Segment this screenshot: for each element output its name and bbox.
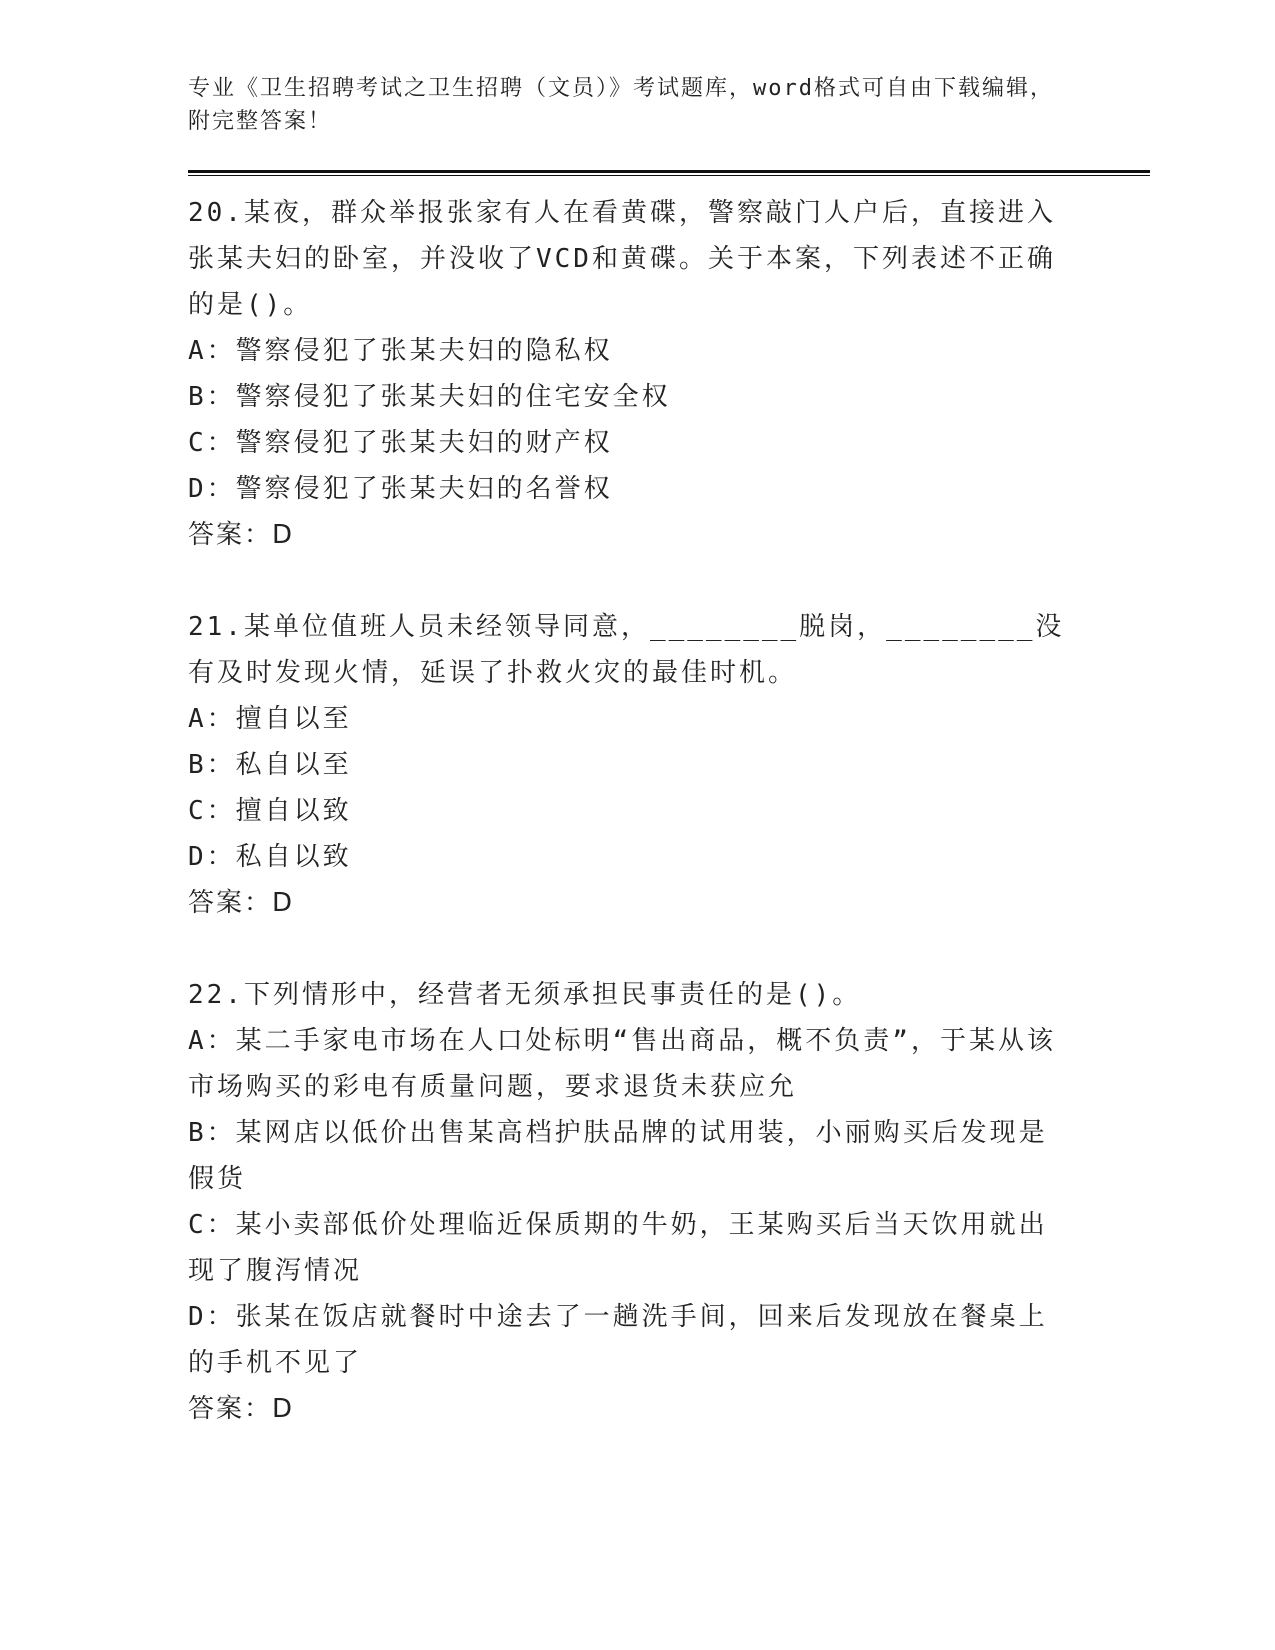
option-c: C：某小卖部低价处理临近保质期的牛奶，王某购买后当天饮用就出现了腹泻情况: [188, 1210, 1048, 1286]
answer: 答案：D: [188, 520, 295, 550]
document-page: [188, 72, 1118, 1432]
answer: 答案：D: [188, 1394, 295, 1424]
option-c: C：警察侵犯了张某夫妇的财产权: [188, 428, 613, 458]
option-a: A：警察侵犯了张某夫妇的隐私权: [188, 336, 613, 366]
option-d: D：私自以致: [188, 842, 352, 872]
option-b: B：私自以至: [188, 750, 352, 780]
question-stem: 22.下列情形中，经营者无须承担民事责任的是()。: [188, 980, 862, 1010]
option-d: D：张某在饭店就餐时中途去了一趟洗手间，回来后发现放在餐桌上的手机不见了: [188, 1302, 1048, 1378]
answer: 答案：D: [188, 888, 295, 918]
question-20: [188, 190, 1068, 558]
question-22: [188, 972, 1068, 1432]
question-stem: 20.某夜，群众举报张家有人在看黄碟，警察敲门人户后，直接进入张某夫妇的卧室，并没收了VCD和黄碟。关于本案，下列表述不正确的是()。: [188, 198, 1056, 320]
option-b: B：警察侵犯了张某夫妇的住宅安全权: [188, 382, 671, 412]
header-divider: [188, 170, 1150, 176]
option-a: A：某二手家电市场在人口处标明“售出商品，概不负责”，于某从该市场购买的彩电有质量问题，要求退货未获应允: [188, 1026, 1056, 1102]
option-c: C：擅自以致: [188, 796, 352, 826]
option-d: D：警察侵犯了张某夫妇的名誉权: [188, 474, 613, 504]
option-b: B：某网店以低价出售某高档护肤品牌的试用装，小丽购买后发现是假货: [188, 1118, 1048, 1194]
document-header: 专业《卫生招聘考试之卫生招聘（文员）》考试题库，word格式可自由下载编辑，附完整答案！: [188, 76, 1054, 134]
question-stem: 21.某单位值班人员未经领导同意，________脱岗，________没有及时发现火情，延误了扑救火灾的最佳时机。: [188, 612, 1065, 688]
option-a: A：擅自以至: [188, 704, 352, 734]
question-21: [188, 604, 1068, 926]
